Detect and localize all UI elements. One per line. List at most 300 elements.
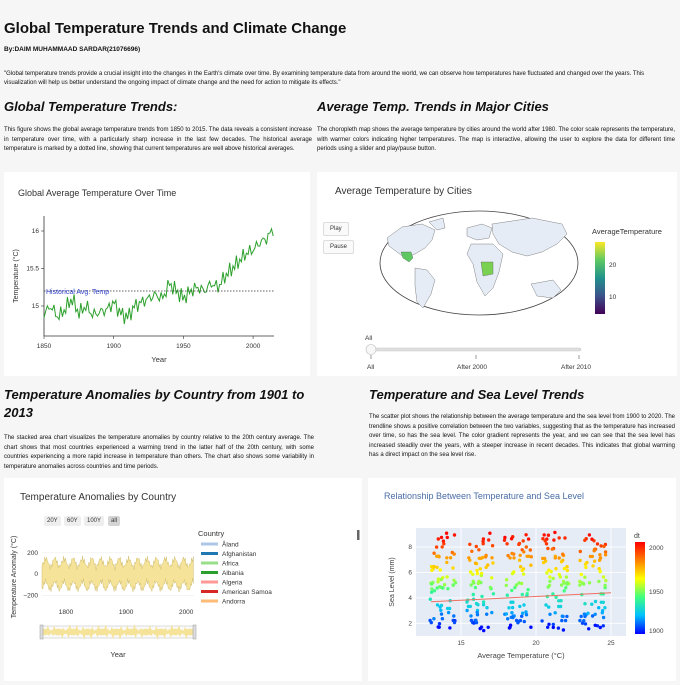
map-colorbar-tick: 20 xyxy=(609,262,617,269)
scatter-point xyxy=(565,615,568,618)
scatter-point xyxy=(465,609,468,612)
scatter-point xyxy=(439,609,442,612)
slider-current-label: All xyxy=(365,335,373,342)
map-colorbar xyxy=(595,242,605,314)
scatter-point xyxy=(449,556,452,559)
x-tick-label: 1950 xyxy=(176,343,191,350)
scatter-point xyxy=(564,619,567,622)
scatter-point xyxy=(432,552,435,555)
y-tick-label: 8 xyxy=(408,544,412,552)
x-tick-label: 1800 xyxy=(58,609,74,616)
scatter-point xyxy=(584,563,587,566)
scatter-point xyxy=(543,533,546,536)
y-axis-label: Temperature Anomaly (°C) xyxy=(11,535,18,619)
scatter-point xyxy=(527,555,530,558)
scatter-point xyxy=(561,553,564,556)
scatter-point xyxy=(505,584,508,587)
scatter-point xyxy=(487,538,490,541)
scatter-point xyxy=(521,569,524,572)
section-text-sealevel: The scatter plot shows the relationship between the average temperature and the sea level from 1900 to 2020. The trendline shows a positive correlation between the two variables, suggesting that as the temperature has increased over time, so has the sea level. The color gradient represents the year, and we can see that the sea level has increased steadily over the years, with a steeper increase in recent decades. This indicates that global warming has a direct impact on the sea level rise. xyxy=(369,414,675,458)
scatter-point xyxy=(519,565,522,568)
scatter-point xyxy=(554,555,557,558)
section-text-cities: The choropleth map shows the average temperature by cities around the world after 1980. The color scale represents the temperature, with warmer colors indicating higher temperatures. The map is interactive, allowing the user to explore the data for different time periods using a slider and play/pause button. xyxy=(317,127,675,152)
scatter-point xyxy=(603,606,606,609)
scatter-point xyxy=(510,537,513,540)
scatter-point xyxy=(603,584,606,587)
scatter-point xyxy=(506,594,509,597)
scatter-point xyxy=(440,612,443,615)
scatter-point xyxy=(491,544,494,547)
scatter-point xyxy=(441,586,444,589)
scatter-point xyxy=(445,556,448,559)
scatter-point xyxy=(547,623,550,626)
slider-step-label[interactable]: All xyxy=(367,364,375,371)
scatter-point xyxy=(561,615,564,618)
scatter-point xyxy=(604,579,607,582)
scatter-point xyxy=(579,550,582,553)
scatter-point xyxy=(547,569,550,572)
scatter-point xyxy=(583,612,586,615)
scatter-point xyxy=(529,626,532,629)
scatter-point xyxy=(475,602,478,605)
scatter-point xyxy=(438,622,441,625)
scatter-point xyxy=(546,626,549,629)
line-chart-card xyxy=(4,172,310,376)
scatter-point xyxy=(519,619,522,622)
scatter-point xyxy=(511,572,514,575)
scatter-point xyxy=(470,550,473,553)
scatter-point xyxy=(562,581,565,584)
scatter-point xyxy=(472,593,475,596)
scatter-point xyxy=(475,569,478,572)
scatter-point xyxy=(506,554,509,557)
y-tick-label: 6 xyxy=(408,569,412,577)
section-text-anomalies: The stacked area chart visualizes the temperature anomalies by country relative to the 20th century average. The chart shows that most countries experienced a warming trend in the latter half of the 20th century, with some countries experiencing a more rapid increase in temperature than others. The chart also shows some variability in temperature anomalies across countries and time periods. xyxy=(4,435,314,470)
scatter-point xyxy=(598,553,601,556)
scatter-point xyxy=(445,561,448,564)
scatter-point xyxy=(540,619,543,622)
section-heading-sealevel: Temperature and Sea Level Trends xyxy=(369,387,585,402)
scatter-point xyxy=(442,539,445,542)
y-axis-label: Sea Level (mm) xyxy=(389,557,396,607)
section-heading-global: Global Temperature Trends: xyxy=(4,99,178,114)
scatter-point xyxy=(525,613,528,616)
scatter-point xyxy=(448,626,451,629)
scatter-point xyxy=(546,547,549,550)
scatter-point xyxy=(505,612,508,615)
scatter-point xyxy=(486,563,489,566)
scatter-point xyxy=(602,616,605,619)
scatter-point xyxy=(597,580,600,583)
scatter-point xyxy=(506,617,509,620)
x-axis-label: Year xyxy=(110,650,126,659)
scatter-point xyxy=(587,627,590,630)
legend-item[interactable]: Andorra xyxy=(222,598,246,606)
scatter-point xyxy=(580,615,583,618)
scatter-point xyxy=(479,567,482,570)
y-tick-label: 15 xyxy=(31,303,39,310)
scatter-point xyxy=(588,581,591,584)
scatter-point xyxy=(440,536,443,539)
scatter-point xyxy=(488,532,491,535)
scatter-point xyxy=(482,629,485,632)
map-title: Average Temperature by Cities xyxy=(335,186,472,197)
scatter-point xyxy=(593,549,596,552)
legend-title: Country xyxy=(198,529,225,538)
scatter-point xyxy=(548,613,551,616)
slider-step-label[interactable]: After 2000 xyxy=(457,364,487,371)
map-card xyxy=(317,172,677,376)
scatter-point xyxy=(445,532,448,535)
scatter-point xyxy=(558,536,561,539)
line-chart xyxy=(4,172,310,376)
scatter-point xyxy=(566,569,569,572)
scatter-chart xyxy=(368,478,676,681)
scatter-point xyxy=(432,617,435,620)
section-text-global: This figure shows the global average temperature trends from 1850 to 2015. The data reveals a consistent increase in temperature over time, with a particularly sharp increase in the last few decades. The historical average temperature is marked by a dotted line, showing that current temperatures are well above historical averages. xyxy=(4,127,312,152)
area-chart-title: Temperature Anomalies by Country xyxy=(20,492,177,503)
scatter-point xyxy=(523,620,526,623)
slider-handle[interactable] xyxy=(366,345,376,355)
section-heading-anomalies: Temperature Anomalies by Country from 1901 to 2013 xyxy=(4,387,305,420)
scatter-point xyxy=(451,566,454,569)
scatter-point xyxy=(517,581,520,584)
slider-step-label[interactable]: After 2010 xyxy=(561,364,591,371)
scatter-point xyxy=(552,626,555,629)
scatter-point xyxy=(465,600,468,603)
scatter-point xyxy=(599,556,602,559)
range-button-60y[interactable]: 60Y xyxy=(64,516,81,526)
scatter-point xyxy=(512,556,515,559)
y-tick-label: 15.5 xyxy=(26,265,39,273)
scatter-point xyxy=(529,564,532,567)
scatter-point xyxy=(521,612,524,615)
scatter-point xyxy=(554,611,557,614)
scatter-point xyxy=(547,534,550,537)
scatter-point xyxy=(438,626,441,629)
legend-item[interactable]: Algeria xyxy=(222,579,243,587)
scatter-point xyxy=(437,555,440,558)
scatter-point xyxy=(562,628,565,631)
scatter-point xyxy=(471,573,474,576)
scatter-point xyxy=(505,542,508,545)
world-map[interactable] xyxy=(317,172,677,376)
scatter-point xyxy=(544,603,547,606)
scatter-point xyxy=(601,609,604,612)
scatter-point xyxy=(522,539,525,542)
scatter-point xyxy=(476,611,479,614)
scatter-colorbar-tick: 2000 xyxy=(649,545,664,552)
scatter-point xyxy=(490,611,493,614)
scatter-point xyxy=(430,621,433,624)
scatter-point xyxy=(547,585,550,588)
y-axis-label: Temperature (°C) xyxy=(13,249,20,303)
scatter-point xyxy=(548,575,551,578)
scatter-point xyxy=(593,560,596,563)
scatter-point xyxy=(441,617,444,620)
scatter-point xyxy=(511,616,514,619)
scatter-point xyxy=(542,561,545,564)
x-tick-label: 1900 xyxy=(106,343,121,350)
scatter-point xyxy=(560,560,563,563)
scatter-point xyxy=(511,601,514,604)
scatter-point xyxy=(481,540,484,543)
scatter-point xyxy=(591,564,594,567)
scatter-point xyxy=(518,605,521,608)
scatter-point xyxy=(522,550,525,553)
scatter-point xyxy=(429,598,432,601)
scatter-point xyxy=(522,603,525,606)
scatter-chart-card xyxy=(368,478,676,681)
scatter-point xyxy=(485,606,488,609)
legend-item[interactable]: Åland xyxy=(222,541,239,549)
scatter-point xyxy=(581,581,584,584)
scatter-point xyxy=(435,545,438,548)
scatter-point xyxy=(477,548,480,551)
scatter-point xyxy=(524,533,527,536)
scatter-point xyxy=(590,603,593,606)
scatter-point xyxy=(602,575,605,578)
scatter-point xyxy=(565,582,568,585)
scatter-point xyxy=(586,612,589,615)
scatter-point xyxy=(453,552,456,555)
scatter-point xyxy=(598,567,601,570)
scatter-point xyxy=(430,569,433,572)
scatter-point xyxy=(557,626,560,629)
scatter-point xyxy=(554,567,557,570)
scatter-point xyxy=(510,552,513,555)
scatter-point xyxy=(590,538,593,541)
scatter-point xyxy=(430,591,433,594)
scatter-point xyxy=(479,627,482,630)
scatter-point xyxy=(602,601,605,604)
range-button-20y[interactable]: 20Y xyxy=(44,516,61,526)
scatter-point xyxy=(521,593,524,596)
scatter-point xyxy=(597,606,600,609)
scatter-point xyxy=(472,581,475,584)
scatter-point xyxy=(448,607,451,610)
scatter-point xyxy=(485,613,488,616)
scatter-point xyxy=(437,537,440,540)
scatter-point xyxy=(557,599,560,602)
scatter-point xyxy=(543,557,546,560)
scatter-point xyxy=(492,592,495,595)
scatter-point xyxy=(509,624,512,627)
temperature-line xyxy=(44,229,273,324)
y-tick-label: 200 xyxy=(27,549,38,557)
scatter-point xyxy=(510,611,513,614)
scatter-point xyxy=(452,584,455,587)
scatter-point xyxy=(596,542,599,545)
scatter-point xyxy=(446,587,449,590)
intro-paragraph: "Global temperature trends provide a crucial insight into the changes in the Earth's climate over time. By examining temperature data from around the world, we can observe how temperatures have fluctuated and changed over the years. This visualization will help us better understand the ongoing impact of climate change and the need for action to mitigate its effects." xyxy=(4,71,645,86)
scatter-point xyxy=(432,565,435,568)
scatter-point xyxy=(578,619,581,622)
scatter-point xyxy=(441,545,444,548)
scatter-chart-title: Relationship Between Temperature and Sea Level xyxy=(384,491,584,501)
scatter-point xyxy=(602,624,605,627)
scatter-point xyxy=(469,605,472,608)
x-tick-label: 25 xyxy=(607,640,615,647)
scatter-point xyxy=(439,568,442,571)
scatter-point xyxy=(599,626,602,629)
scatter-point xyxy=(518,559,521,562)
x-tick-label: 20 xyxy=(532,640,540,647)
scatter-colorbar-title: dt xyxy=(634,533,640,540)
x-tick-label: 2000 xyxy=(178,609,194,616)
scatter-point xyxy=(474,619,477,622)
scatter-point xyxy=(522,572,525,575)
area-chart xyxy=(4,478,362,681)
x-tick-label: 15 xyxy=(457,640,465,647)
scatter-point xyxy=(560,619,563,622)
scatter-point xyxy=(484,555,487,558)
scatter-point xyxy=(552,623,555,626)
legend-scrollbar[interactable] xyxy=(357,530,360,540)
scatter-point xyxy=(480,557,483,560)
y-tick-label: 0 xyxy=(34,571,38,579)
scatter-point xyxy=(584,566,587,569)
pause-button[interactable]: Pause xyxy=(323,240,354,254)
scatter-point xyxy=(477,580,480,583)
x-tick-label: 1850 xyxy=(36,343,52,350)
range-button-all[interactable]: all xyxy=(108,516,120,526)
scatter-point xyxy=(447,611,450,614)
scatter-point xyxy=(551,547,554,550)
scatter-point xyxy=(553,531,556,534)
scatter-point xyxy=(433,589,436,592)
scatter-point xyxy=(547,605,550,608)
legend-item[interactable]: Africa xyxy=(222,560,239,568)
scatter-point xyxy=(552,577,555,580)
scatter-point xyxy=(453,621,456,624)
scatter-point xyxy=(604,553,607,556)
scatter-point xyxy=(476,572,479,575)
x-tick-label: 2000 xyxy=(245,343,261,350)
range-slider-handle-left[interactable] xyxy=(40,625,43,639)
scatter-point xyxy=(520,615,523,618)
scatter-point xyxy=(518,542,521,545)
scatter-point xyxy=(599,544,602,547)
scatter-point xyxy=(474,586,477,589)
scatter-point xyxy=(467,556,470,559)
page-title: Global Temperature Trends and Climate Change xyxy=(4,20,347,37)
scatter-point xyxy=(548,580,551,583)
scatter-point xyxy=(583,539,586,542)
scatter-colorbar-tick: 1950 xyxy=(649,589,664,596)
scatter-point xyxy=(475,545,478,548)
scatter-point xyxy=(563,536,566,539)
scatter-point xyxy=(602,545,605,548)
scatter-point xyxy=(445,575,448,578)
section-heading-cities: Average Temp. Trends in Major Cities xyxy=(317,99,549,114)
x-axis-label: Average Temperature (°C) xyxy=(477,651,565,660)
scatter-point xyxy=(580,573,583,576)
scatter-point xyxy=(480,595,483,598)
scatter-point xyxy=(443,583,446,586)
scatter-point xyxy=(490,576,493,579)
scatter-point xyxy=(482,603,485,606)
scatter-point xyxy=(436,580,439,583)
scatter-point xyxy=(446,536,449,539)
scatter-point xyxy=(510,589,513,592)
scatter-point xyxy=(490,556,493,559)
range-slider-handle-right[interactable] xyxy=(193,625,196,639)
x-tick-label: 1900 xyxy=(118,609,134,616)
legend-item[interactable]: Albania xyxy=(222,570,244,577)
scatter-point xyxy=(559,605,562,608)
scatter-point xyxy=(527,537,530,540)
scatter-point xyxy=(453,533,456,536)
scatter-point xyxy=(583,576,586,579)
scatter-point xyxy=(545,571,548,574)
scatter-point xyxy=(452,614,455,617)
scatter-point xyxy=(507,606,510,609)
scatter-point xyxy=(559,575,562,578)
scatter-point xyxy=(564,586,567,589)
scatter-point xyxy=(551,592,554,595)
scatter-point xyxy=(489,586,492,589)
scatter-point xyxy=(545,542,548,545)
scatter-point xyxy=(491,561,494,564)
scatter-point xyxy=(552,538,555,541)
scatter-point xyxy=(480,574,483,577)
area-chart-card xyxy=(4,478,362,681)
scatter-point xyxy=(505,578,508,581)
historical-average-label: Historical Avg. Temp xyxy=(46,289,110,296)
range-button-100y[interactable]: 100Y xyxy=(84,516,104,526)
anomaly-area xyxy=(42,556,193,592)
scatter-point xyxy=(430,582,433,585)
scatter-point xyxy=(578,559,581,562)
author: By:DAIM MUHAMMAAD SARDAR(21076696) xyxy=(4,46,141,53)
scatter-point xyxy=(487,626,490,629)
scatter-point xyxy=(544,539,547,542)
scatter-point xyxy=(435,566,438,569)
scatter-point xyxy=(558,556,561,559)
map-colorbar-tick: 10 xyxy=(609,294,617,301)
y-tick-label: 4 xyxy=(408,594,412,602)
scatter-point xyxy=(588,533,591,536)
legend-item[interactable]: American Samoa xyxy=(222,589,272,596)
scatter-point xyxy=(565,575,568,578)
y-tick-label: −200 xyxy=(23,592,38,600)
scatter-point xyxy=(591,614,594,617)
africa-region[interactable] xyxy=(481,262,493,276)
slider-track[interactable] xyxy=(369,348,581,351)
x-axis-label: Year xyxy=(151,355,167,364)
scatter-point xyxy=(469,614,472,617)
scatter-point xyxy=(529,548,532,551)
scatter-colorbar-tick: 1900 xyxy=(649,628,664,635)
scatter-point xyxy=(525,545,528,548)
scatter-point xyxy=(584,622,587,625)
play-button[interactable]: Play xyxy=(323,222,349,236)
scatter-point xyxy=(563,567,566,570)
scatter-point xyxy=(563,589,566,592)
scatter-point xyxy=(583,602,586,605)
line-chart-title: Global Average Temperature Over Time xyxy=(18,188,177,198)
scatter-point xyxy=(591,555,594,558)
scatter-point xyxy=(503,539,506,542)
scatter-point xyxy=(438,585,441,588)
scatter-point xyxy=(474,562,477,565)
scatter-point xyxy=(581,622,584,625)
scatter-point xyxy=(511,606,514,609)
y-tick-label: 2 xyxy=(408,620,412,628)
y-tick-label: 16 xyxy=(31,228,39,235)
legend-item[interactable]: Afghanistan xyxy=(222,551,257,558)
